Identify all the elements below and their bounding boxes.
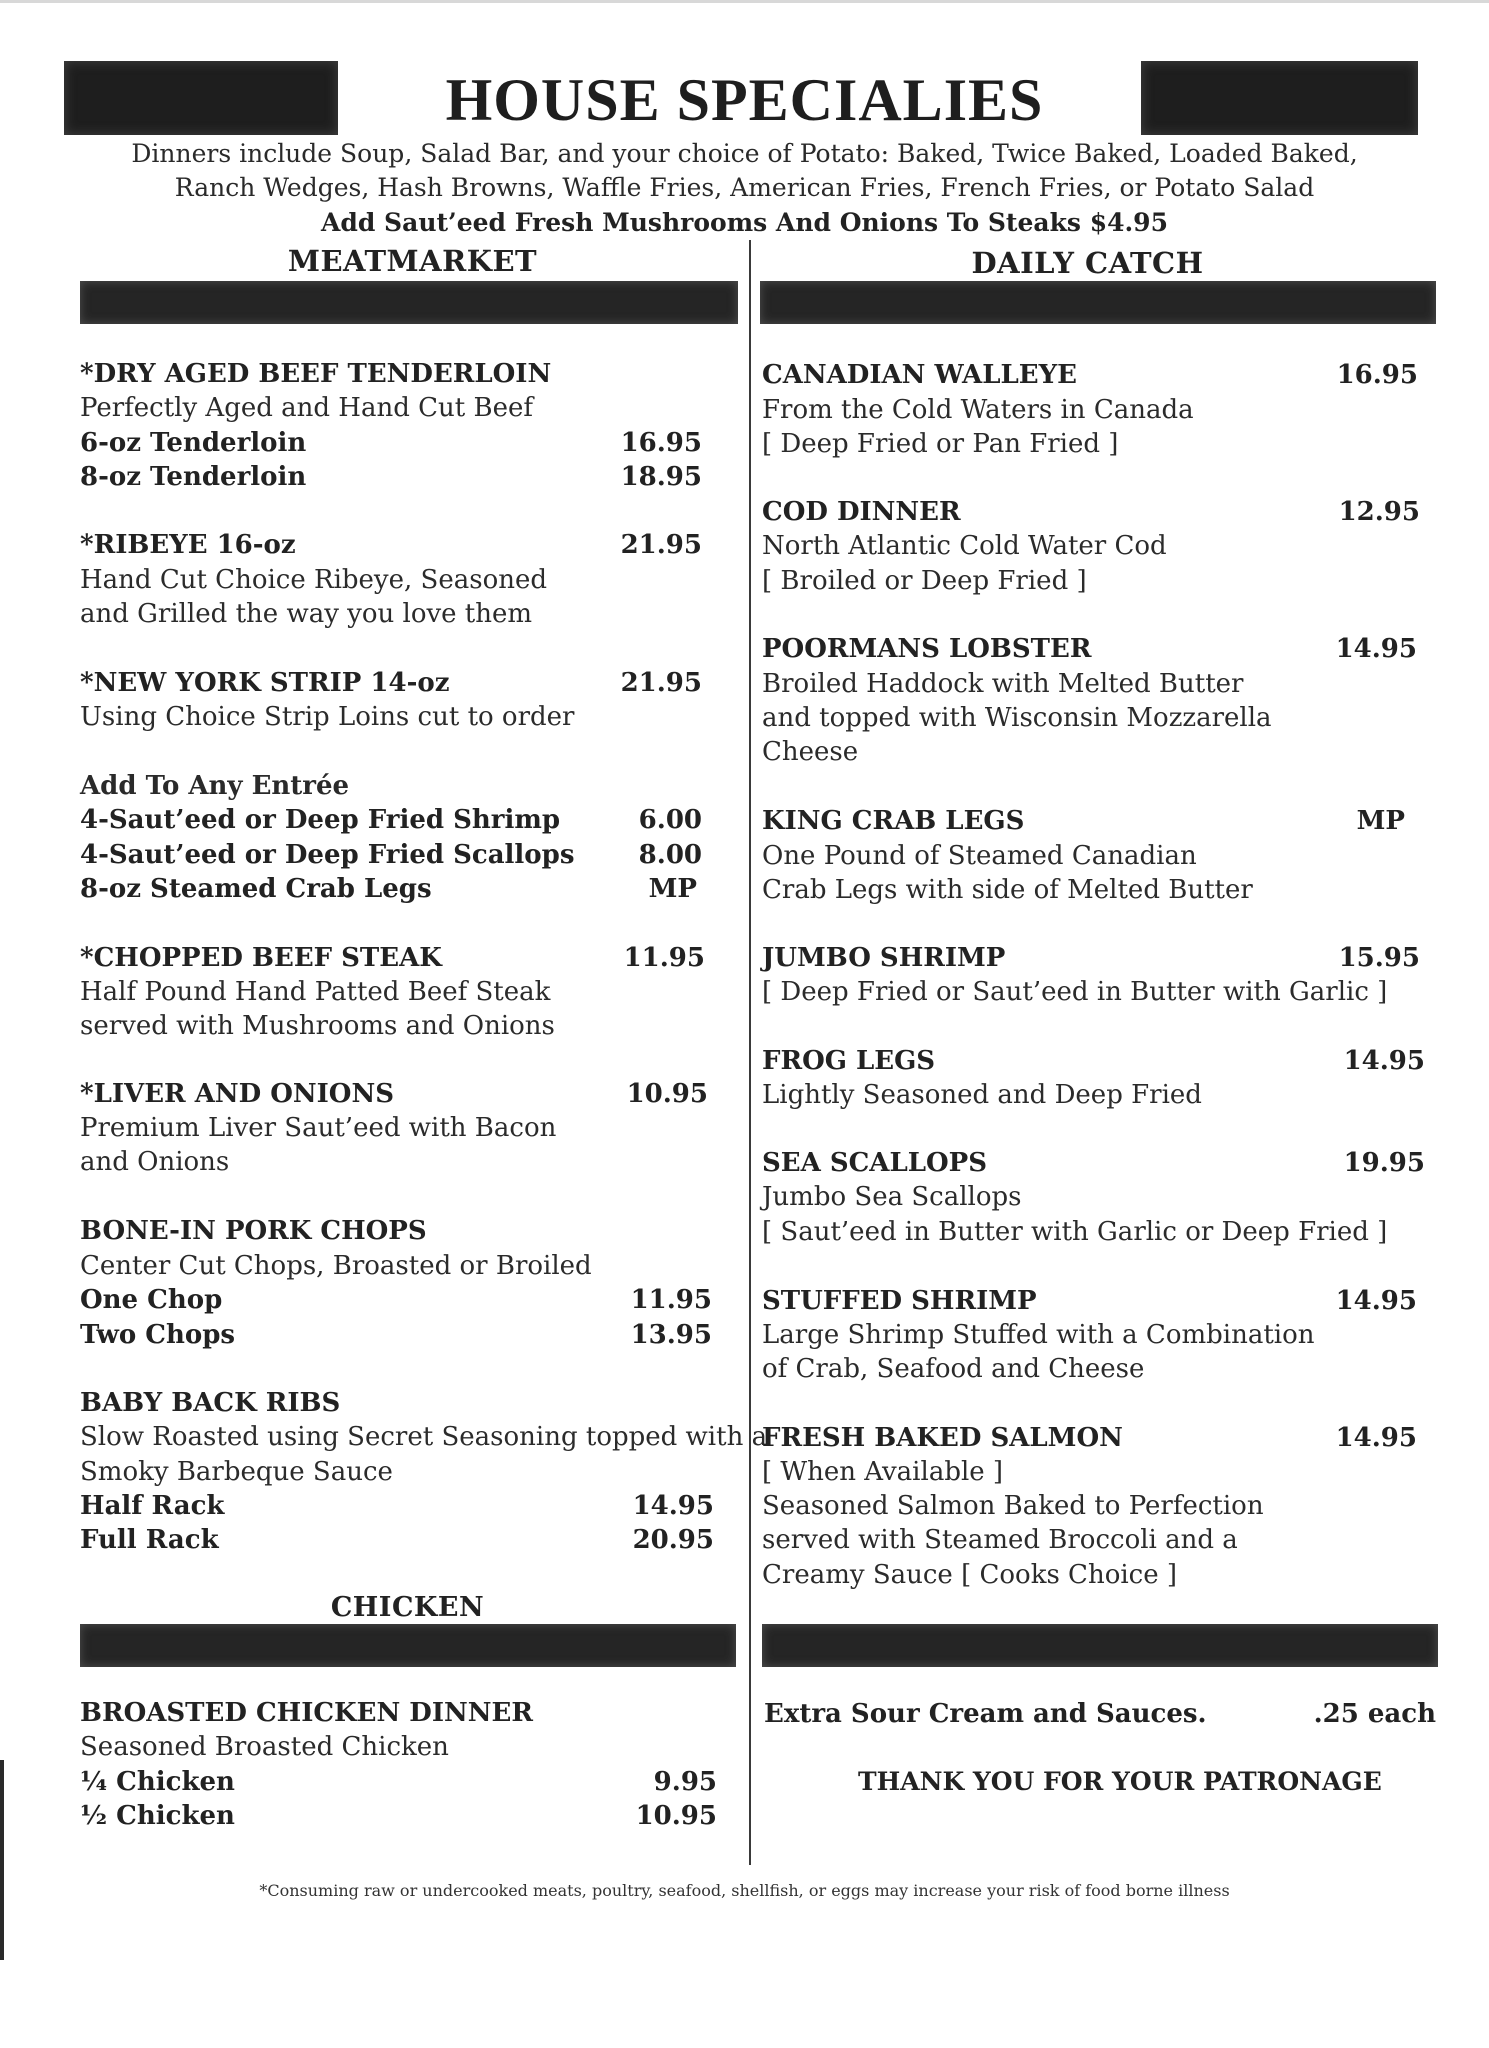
item-desc: Using Choice Strip Loins cut to order xyxy=(80,702,575,732)
item-option: ¼ Chicken xyxy=(80,1767,235,1797)
item-name: *NEW YORK STRIP 14-oz xyxy=(80,668,450,698)
item-price: 12.95 xyxy=(1338,497,1420,527)
extras-price: .25 each xyxy=(1313,1699,1436,1729)
addon-item: 4-Saut’eed or Deep Fried Shrimp xyxy=(80,805,561,835)
item-name: SEA SCALLOPS xyxy=(762,1148,987,1178)
item-name: FRESH BAKED SALMON xyxy=(762,1423,1123,1453)
item-desc: Seasoned Salmon Baked to Perfection xyxy=(762,1491,1264,1521)
item-price: 16.95 xyxy=(1336,360,1418,390)
item-desc: [ Broiled or Deep Fried ] xyxy=(762,566,1087,596)
top-rule xyxy=(0,0,1489,3)
item-name: STUFFED SHRIMP xyxy=(762,1286,1037,1316)
item-price: 21.95 xyxy=(620,530,702,560)
item-desc: North Atlantic Cold Water Cod xyxy=(762,531,1167,561)
item-price: 18.95 xyxy=(620,462,702,492)
addon-price: 8.00 xyxy=(638,840,702,870)
chicken-bar xyxy=(80,1624,736,1667)
item-name: *CHOPPED BEEF STEAK xyxy=(80,943,442,973)
intro-line-1: Dinners include Soup, Salad Bar, and your choice of Potato: Baked, Twice Baked, Loaded Baked, xyxy=(131,139,1358,168)
item-name: FROG LEGS xyxy=(762,1046,936,1076)
item-desc: served with Mushrooms and Onions xyxy=(80,1011,555,1041)
thank-you-message: THANK YOU FOR YOUR PATRONAGE xyxy=(858,1767,1382,1796)
item-desc: served with Steamed Broccoli and a xyxy=(762,1525,1238,1555)
item-desc: Seasoned Broasted Chicken xyxy=(80,1732,449,1762)
item-desc: Perfectly Aged and Hand Cut Beef xyxy=(80,393,533,423)
addon-price: MP xyxy=(648,874,697,904)
item-price: 14.95 xyxy=(1335,1423,1417,1453)
item-price: 19.95 xyxy=(1343,1148,1425,1178)
addon-price: 6.00 xyxy=(638,805,702,835)
item-option: Full Rack xyxy=(80,1525,219,1555)
health-disclaimer: *Consuming raw or undercooked meats, poultry, seafood, shellfish, or eggs may increase your risk of food borne illness xyxy=(259,1881,1230,1900)
chicken-heading: CHICKEN xyxy=(330,1592,485,1623)
item-price: 15.95 xyxy=(1338,943,1420,973)
item-option: One Chop xyxy=(80,1285,223,1315)
item-desc: Center Cut Chops, Broasted or Broiled xyxy=(80,1251,592,1281)
item-desc: of Crab, Seafood and Cheese xyxy=(762,1354,1145,1384)
item-desc: and Grilled the way you love them xyxy=(80,599,533,629)
item-name: *LIVER AND ONIONS xyxy=(80,1079,394,1109)
item-name: BROASTED CHICKEN DINNER xyxy=(80,1698,533,1728)
column-divider xyxy=(749,240,751,1865)
item-desc: Large Shrimp Stuffed with a Combination xyxy=(762,1320,1315,1350)
item-price: 20.95 xyxy=(632,1525,714,1555)
item-desc: Hand Cut Choice Ribeye, Seasoned xyxy=(80,565,547,595)
item-price: 14.95 xyxy=(1335,1286,1417,1316)
item-price: 11.95 xyxy=(623,943,705,973)
meatmarket-heading: MEATMARKET xyxy=(287,244,538,278)
item-name: CANADIAN WALLEYE xyxy=(762,360,1077,390)
item-price: 16.95 xyxy=(620,428,702,458)
item-price: 11.95 xyxy=(630,1285,712,1315)
item-option: ½ Chicken xyxy=(80,1801,235,1831)
item-desc: Creamy Sauce [ Cooks Choice ] xyxy=(762,1560,1178,1590)
page-edge-mark xyxy=(0,1760,4,1960)
extras-label: Extra Sour Cream and Sauces. xyxy=(764,1699,1207,1729)
item-name: BONE-IN PORK CHOPS xyxy=(80,1216,427,1246)
item-option: Half Rack xyxy=(80,1491,225,1521)
item-desc: Jumbo Sea Scallops xyxy=(762,1182,1022,1212)
item-price: 10.95 xyxy=(626,1079,708,1109)
intro-line-2: Ranch Wedges, Hash Browns, Waffle Fries, American Fries, French Fries, or Potato Salad xyxy=(174,173,1315,202)
item-desc: [ Saut’eed in Butter with Garlic or Deep Fried ] xyxy=(762,1217,1388,1247)
intro-line-3: Add Saut’eed Fresh Mushrooms And Onions To Steaks $4.95 xyxy=(321,208,1168,237)
daily-catch-bar xyxy=(760,281,1436,324)
item-desc: Lightly Seasoned and Deep Fried xyxy=(762,1080,1202,1110)
item-desc: [ Deep Fried or Saut’eed in Butter with Garlic ] xyxy=(762,977,1388,1007)
item-option: Two Chops xyxy=(80,1320,236,1350)
right-bottom-bar xyxy=(762,1624,1438,1667)
item-option: 6-oz Tenderloin xyxy=(80,428,307,458)
item-desc: Smoky Barbeque Sauce xyxy=(80,1457,393,1487)
item-desc: Cheese xyxy=(762,737,859,767)
item-price: 14.95 xyxy=(632,1491,714,1521)
item-name: POORMANS LOBSTER xyxy=(762,634,1092,664)
item-desc: Slow Roasted using Secret Seasoning topped with a xyxy=(80,1422,768,1452)
item-desc: [ Deep Fried or Pan Fried ] xyxy=(762,429,1119,459)
item-desc: Crab Legs with side of Melted Butter xyxy=(762,875,1253,905)
item-price: 14.95 xyxy=(1343,1046,1425,1076)
item-desc: Broiled Haddock with Melted Butter xyxy=(762,669,1244,699)
item-name: *RIBEYE 16-oz xyxy=(80,530,296,560)
item-price: 21.95 xyxy=(620,668,702,698)
page-title: HOUSE SPECIALIES xyxy=(445,67,1044,133)
item-desc: Premium Liver Saut’eed with Bacon xyxy=(80,1113,557,1143)
item-price: 14.95 xyxy=(1335,634,1417,664)
item-price: MP xyxy=(1356,806,1405,836)
item-desc: [ When Available ] xyxy=(762,1457,1004,1487)
item-name: KING CRAB LEGS xyxy=(762,806,1025,836)
item-desc: One Pound of Steamed Canadian xyxy=(762,841,1197,871)
item-desc: and topped with Wisconsin Mozzarella xyxy=(762,703,1272,733)
addons-heading: Add To Any Entrée xyxy=(80,771,350,801)
addon-item: 4-Saut’eed or Deep Fried Scallops xyxy=(80,840,575,870)
item-name: COD DINNER xyxy=(762,497,961,527)
item-price: 9.95 xyxy=(653,1767,717,1797)
item-name: BABY BACK RIBS xyxy=(80,1388,341,1418)
item-name: *DRY AGED BEEF TENDERLOIN xyxy=(80,359,552,389)
item-price: 13.95 xyxy=(630,1320,712,1350)
item-desc: From the Cold Waters in Canada xyxy=(762,395,1194,425)
item-option: 8-oz Tenderloin xyxy=(80,462,307,492)
meatmarket-bar xyxy=(80,281,738,324)
addon-item: 8-oz Steamed Crab Legs xyxy=(80,874,432,904)
daily-catch-heading: DAILY CATCH xyxy=(971,246,1204,280)
item-desc: and Onions xyxy=(80,1147,230,1177)
item-name: JUMBO SHRIMP xyxy=(762,943,1006,973)
item-desc: Half Pound Hand Patted Beef Steak xyxy=(80,977,551,1007)
item-price: 10.95 xyxy=(635,1801,717,1831)
